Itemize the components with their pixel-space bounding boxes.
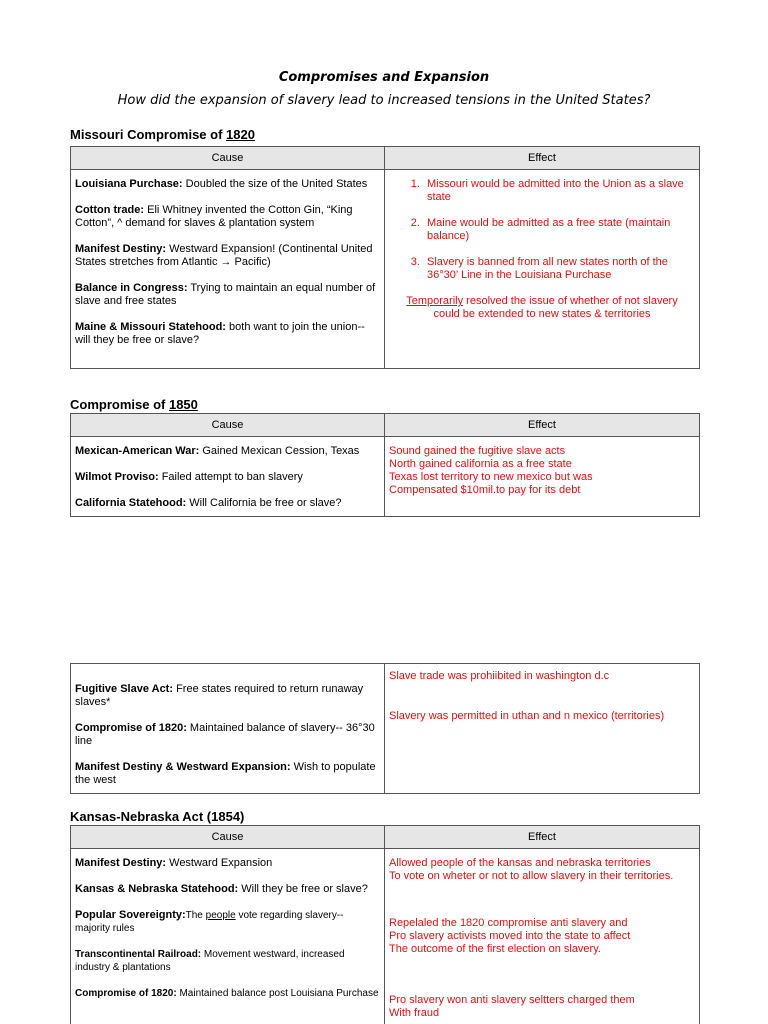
cause-term: Compromise of 1820: [75,722,187,734]
effect-line: Compensated $10mil.to pay for its debt [389,484,581,496]
cause-entry [75,987,380,1000]
kansas-nebraska-heading: Kansas-Nebraska Act (1854) [70,809,245,824]
cause-term: Mexican-American War: [75,445,200,457]
cause-text: Eli Whitney invented the Cotton Gin, “King Cotton”, ^ demand for slaves & plantation system [75,204,353,229]
cause-text: Movement westward, increased industry & plantations [75,949,345,973]
kansas-nebraska-table [70,825,700,1024]
cause-term: Fugitive Slave Act: [75,683,174,695]
cause-term: Balance in Congress: [75,282,188,294]
effect-line: To vote on wheter or not to allow slavery in their territories. [389,870,674,882]
cause-entry [75,282,380,308]
cause-text: Free states required to return runaway slaves* [75,683,364,708]
cause-entry [75,321,380,347]
effect-item: 1. Missouri would be admitted into the Union as a slave state [423,178,695,204]
spacer [389,896,695,909]
cause-text: Wish to populate the west [75,761,376,786]
effect-note-underlined: Temporarily [406,295,464,307]
cause-text: Will they be free or slave? [238,883,368,895]
effect-header: Effect [385,147,700,170]
table-row [71,170,700,369]
cause-header: Cause [71,826,385,849]
document-subtitle: How did the expansion of slavery lead to increased tensions in the United States? [117,93,651,108]
cause-cell [71,437,385,517]
effect-header: Effect [385,414,700,437]
cause-entry [75,761,380,787]
spacer [389,909,695,917]
effect-line: North gained california as a free state [389,458,572,470]
cause-entry [75,243,380,269]
cause-entry [75,883,380,896]
table-header-row [71,826,700,849]
missouri-heading [70,127,255,142]
effect-item: 2. Maine would be admitted as a free state (maintain balance) [423,217,695,243]
effect-header: Effect [385,826,700,849]
compromise-1850-heading-year: 1850 [168,397,198,412]
cause-text: Doubled the size of the United States [182,178,368,190]
spacer [389,969,695,982]
effect-line: Sound gained the fugitive slave acts [389,445,566,457]
cause-entry [75,445,380,458]
table-row [71,437,700,517]
effect-cell [385,664,700,794]
compromise-1850-heading [70,397,198,412]
cause-term: Manifest Destiny: [75,243,167,255]
cause-entry [75,857,380,870]
effect-item: Slavery was permitted in uthan and n mexico (territories) [389,710,665,722]
compromise-1850-table [70,413,700,517]
table-row [71,664,700,794]
cause-term: Manifest Destiny: [75,857,167,869]
cause-text: Westward Expansion [166,857,273,869]
effect-cell [385,437,700,517]
cause-text: Failed attempt to ban slavery [158,471,303,483]
cause-text: Westward Expansion! (Continental United States stretches from Atlantic → Pacific) [75,243,373,268]
cause-term: Wilmot Proviso: [75,471,159,483]
cause-text: Will California be free or slave? [186,497,342,509]
effect-line: Pro slavery won anti slavery seltters charged them [389,994,635,1006]
effect-item: 3. Slavery is banned from all new states north of the 36°30’ Line in the Louisiana Purchase [423,256,695,282]
cause-text: Trying to maintain an equal number of slave and free states [75,282,376,307]
cause-entry [75,722,380,748]
cause-entry [75,683,380,709]
cause-term: Compromise of 1820: [75,988,177,999]
spacer [389,982,695,994]
cause-text: both want to join the union-- will they be free or slave? [75,321,365,346]
cause-text: Gained Mexican Cession, Texas [199,445,360,457]
cause-text-underlined: people [205,910,236,921]
effect-line: Texas lost territory to new mexico but was [389,471,593,483]
effect-line: Pro slavery activists moved into the state to affect [389,930,631,942]
effect-note [389,295,695,321]
effect-cell [385,849,700,1024]
table-header-row [71,147,700,170]
cause-entry [75,497,380,510]
missouri-heading-year: 1820 [226,127,255,142]
spacer [389,883,695,896]
cause-header: Cause [71,414,385,437]
cause-term: Cotton trade: [75,204,145,216]
effect-line: Repelaled the 1820 compromise anti slavery and [389,917,628,929]
cause-term: California Statehood: [75,497,187,509]
effect-line: The outcome of the first election on slavery. [389,943,601,955]
cause-cell [71,849,385,1024]
spacer [389,956,695,969]
effect-line: With fraud [389,1007,440,1019]
cause-term: Maine & Missouri Statehood: [75,321,226,333]
effect-item: Slave trade was prohiibited in washington d.c [389,670,610,682]
cause-entry [75,204,380,230]
document-title: Compromises and Expansion [278,70,490,85]
cause-header: Cause [71,147,385,170]
cause-text: vote regarding slavery-- majority rules [75,910,344,934]
effects-list [389,178,695,282]
cause-term: Transcontinental Railroad: [75,949,202,960]
effect-note-text: resolved the issue of whether of not slavery could be extended to new states & territories [433,295,678,320]
cause-cell [71,170,385,369]
table-header-row [71,414,700,437]
cause-term: Popular Sovereignty: [75,909,186,921]
effect-line: Allowed people of the kansas and nebraska territories [389,857,651,869]
cause-term: Manifest Destiny & Westward Expansion: [75,761,291,773]
cause-entry [75,471,380,484]
cause-text: Maintained balance of slavery-- 36°30 line [75,722,375,747]
table-row [71,849,700,1024]
cause-entry [75,909,380,935]
missouri-table [70,146,700,369]
cause-term: Kansas & Nebraska Statehood: [75,883,239,895]
missouri-heading-prefix: Missouri Compromise of [70,127,227,142]
cause-cell [71,664,385,794]
continuation-table [70,663,700,794]
effect-cell [385,170,700,369]
cause-entry [75,178,380,191]
cause-term: Louisiana Purchase: [75,178,183,190]
cause-text: The [185,910,206,921]
compromise-1850-heading-prefix: Compromise of [70,397,169,412]
cause-entry [75,948,380,974]
cause-text: Maintained balance post Louisiana Purchase [176,988,379,999]
